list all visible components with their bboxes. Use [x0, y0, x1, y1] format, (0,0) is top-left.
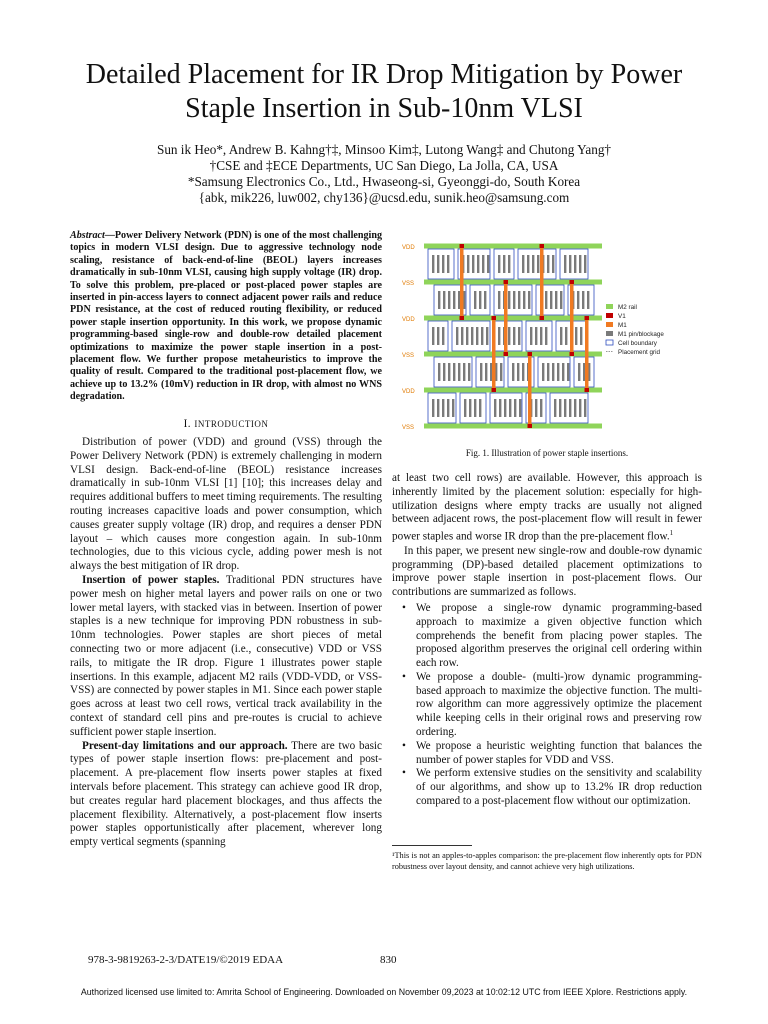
v1-via [570, 280, 575, 284]
pin-blockage [552, 363, 554, 381]
contribution-item: • We perform extensive studies on the sensitivity and scalability of our algorithms, and show up to 13.2% IR drop reduction compared to a post-placement flow without our optimization. [392, 767, 702, 808]
pin-blockage [479, 291, 481, 309]
m1-power-staple [528, 354, 532, 426]
title-line-2: Staple Insertion in Sub-10nm VLSI [185, 93, 583, 124]
pin-blockage [453, 291, 455, 309]
pin-blockage [464, 399, 466, 417]
title-line-1: Detailed Placement for IR Drop Mitigation by Power [85, 59, 683, 90]
pin-blockage [569, 399, 571, 417]
paragraph-3-text: There are two basic types of power staple insertion flows: pre-placement and post-placement. A pre-placement flow inserts power staples at fixed intervals before placement. This strategy can achieve good IR drop, but creates regular hard placement blockages, and thus affects the placement flexibility. Alternatively, a post-placement flow inserts power staples opportunistically after placement, wherever long empty vertical segments (spanning [70, 739, 382, 849]
pin-blockage [518, 291, 520, 309]
legend-swatch [606, 322, 613, 327]
pin-blockage [498, 291, 500, 309]
contribution-item: • We propose a heuristic weighting function that balances the number of power staples for VDD and VSS. [392, 740, 702, 768]
pin-blockage [504, 399, 506, 417]
legend-swatch [606, 313, 613, 318]
left-column-body [70, 436, 382, 850]
legend-swatch [606, 340, 613, 345]
rail-label: VDD [402, 317, 415, 323]
right-paragraph-1-text: at least two cell rows) are available. However, this approach is inherently limited by the placement solution: especially for high-utilization designs where empty tracks are usually not aligned between adjacent rows, the post-placement flow will result in fewer power staples and worse IR drop than the pre-placement flow. [392, 472, 702, 543]
pin-blockage [437, 327, 439, 345]
m1-power-staple [585, 318, 589, 390]
intro-paragraph-1: Distribution of power (VDD) and ground (VSS) through the Power Delivery Network (PDN) is extremely challenging in modern VLSI design. Back-end-of-line (BEOL) resistance increases dramatically in sub-10nm VLSI [1] [10]; this increases delay and requires additional buffers to meet timing requirements. The resulting routing increases capacitive loads and power consumption, which causes greater supply voltage (IR) drop, and requires a denser PDN layout – which causes more congestion again. In sub-10nm technologies, due to this vicious cycle, adding power mesh is not always the best mitigation of IR drop. [70, 436, 382, 573]
pin-blockage [443, 291, 445, 309]
pin-blockage [438, 363, 440, 381]
legend-swatch [606, 331, 613, 336]
cell-boundary [526, 321, 552, 351]
affiliation-samsung: *Samsung Electronics Co., Ltd., Hwaseong-si, Gyeonggi-do, South Korea [187, 174, 581, 189]
author-names: Sun ik Heo*, Andrew B. Kahng†‡, Minsoo Kim‡, Lutong Wang‡ and Chutong Yang† [156, 142, 612, 157]
section-number: I. [183, 418, 192, 430]
pin-blockage [537, 255, 539, 273]
v1-via [528, 424, 533, 428]
pin-blockage [432, 255, 434, 273]
pin-blockage [486, 327, 488, 345]
m1-power-staple [504, 282, 508, 354]
legend-label: M1 pin/blockage [618, 331, 664, 338]
rail-label: VDD [402, 389, 415, 395]
pin-blockage [471, 327, 473, 345]
m2-rail [424, 424, 602, 429]
section-heading-introduction [70, 418, 382, 430]
pin-blockage [447, 399, 449, 417]
pin-blockage [527, 255, 529, 273]
pin-blockage [523, 291, 525, 309]
pin-blockage [567, 363, 569, 381]
paper-title [40, 58, 728, 126]
v1-via [492, 388, 497, 392]
pin-blockage [474, 291, 476, 309]
paragraph-3-heading: Present-day limitations and our approach. [82, 739, 288, 752]
pin-blockage [456, 327, 458, 345]
pin-blockage [513, 291, 515, 309]
rail-label: VDD [402, 245, 415, 251]
footnote-marker: 1 [669, 529, 674, 538]
pin-blockage [467, 255, 469, 273]
pin-blockage [514, 399, 516, 417]
pin-blockage [578, 363, 580, 381]
pin-blockage [487, 255, 489, 273]
pin-blockage [508, 255, 510, 273]
pin-blockage [468, 363, 470, 381]
right-paragraph-2: In this paper, we present new single-row and double-row dynamic programming (DP)-based detailed placement optimizations to improve power staple insertion in post-placement flows. Our contributions are summarized as follows. [392, 544, 702, 599]
pin-blockage [569, 255, 571, 273]
pin-blockage [540, 327, 542, 345]
pin-blockage [530, 327, 532, 345]
pin-blockage [503, 255, 505, 273]
v1-via [460, 244, 465, 248]
pin-blockage [564, 399, 566, 417]
m2-rail [424, 244, 602, 249]
pin-blockage [509, 399, 511, 417]
legend-label: Cell boundary [618, 340, 657, 347]
rail-label: VSS [402, 425, 415, 431]
m2-rail [424, 316, 602, 321]
pin-blockage [437, 399, 439, 417]
m1-power-staple [540, 246, 544, 318]
affiliation-ucsd: †CSE and ‡ECE Departments, UC San Diego, La Jolla, CA, USA [209, 158, 559, 173]
pin-blockage [580, 327, 582, 345]
pin-blockage [532, 255, 534, 273]
pin-blockage [442, 327, 444, 345]
pin-blockage [452, 399, 454, 417]
abstract [70, 230, 382, 404]
pin-blockage [519, 399, 521, 417]
figure-power-staples [400, 232, 700, 442]
pin-blockage [522, 255, 524, 273]
pin-blockage [542, 363, 544, 381]
pin-blockage [485, 363, 487, 381]
pin-blockage [438, 291, 440, 309]
legend-swatch [606, 304, 613, 309]
pin-blockage [500, 363, 502, 381]
pin-blockage [508, 327, 510, 345]
pin-blockage [453, 363, 455, 381]
v1-via [504, 280, 509, 284]
pin-blockage [545, 291, 547, 309]
v1-via [540, 244, 545, 248]
pin-blockage [437, 255, 439, 273]
pin-blockage [469, 399, 471, 417]
pin-blockage [575, 327, 577, 345]
page-number: 830 [380, 954, 397, 966]
v1-via [585, 316, 590, 320]
pin-blockage [545, 327, 547, 345]
pin-blockage [448, 291, 450, 309]
v1-via [540, 316, 545, 320]
pin-blockage [498, 255, 500, 273]
pin-blockage [579, 399, 581, 417]
pin-blockage [442, 399, 444, 417]
m2-rail [424, 352, 602, 357]
footnote-rule [392, 845, 472, 846]
legend-label: M2 rail [618, 304, 637, 311]
rail-label: VSS [402, 353, 415, 359]
pin-blockage [564, 255, 566, 273]
pin-blockage [522, 363, 524, 381]
pin-blockage [540, 399, 542, 417]
cell-boundary [428, 249, 454, 279]
m2-rail [424, 280, 602, 285]
paragraph-2-heading: Insertion of power staples. [82, 573, 220, 586]
pin-blockage [547, 363, 549, 381]
pin-blockage [582, 291, 584, 309]
rail-label: VSS [402, 281, 415, 287]
license-notice: Authorized licensed use limited to: Amrita School of Engineering. Downloaded on November 09,2023 at 10:02:12 UTC from IEEE Xplore. Restrictions apply. [80, 987, 688, 997]
v1-via [492, 316, 497, 320]
author-block [60, 142, 708, 206]
pin-blockage [518, 327, 520, 345]
m1-power-staple [492, 318, 496, 390]
figure-caption: Fig. 1. Illustration of power staple insertions. [465, 448, 629, 458]
pin-blockage [461, 327, 463, 345]
pin-blockage [535, 327, 537, 345]
pin-blockage [512, 363, 514, 381]
legend-label: V1 [618, 313, 626, 320]
pin-blockage [447, 255, 449, 273]
pin-blockage [474, 399, 476, 417]
pin-blockage [432, 327, 434, 345]
m2-rail [424, 388, 602, 393]
pin-blockage [555, 291, 557, 309]
pin-blockage [472, 255, 474, 273]
pin-blockage [574, 255, 576, 273]
pin-blockage [494, 399, 496, 417]
pin-blockage [476, 327, 478, 345]
pin-blockage [550, 291, 552, 309]
pin-blockage [482, 255, 484, 273]
pin-blockage [463, 363, 465, 381]
pin-blockage [560, 291, 562, 309]
abstract-text: —Power Delivery Network (PDN) is one of the most challenging topics in modern VLSI design. Due to aggressive technology node scaling, resistance of back-end-of-line (BEOL) layers increases dramatically in sub-10nm VLSI, causing high supply voltage (IR) drop. To solve this problem, pre-placed or post-placed power staples are inserted in pin-access layers to connect adjacent power rails and reduce PDN resistance, at the cost of reduced routing flexibility, or reduced power staple insertion opportunity. In this work, we propose dynamic programming-based single-row and double-row detailed placement optimizations to maximize the power staple insertion in a post-placement flow. We further propose metaheuristics to improve the quality of result. Compared to the traditional post-placement flow, we achieve up to 13.2% (10mV) reduction in IR drop, with almost no WNS degradation. [70, 230, 382, 403]
m1-power-staple [570, 282, 574, 354]
pin-blockage [547, 255, 549, 273]
v1-via [504, 352, 509, 356]
abstract-lead: Abstract [70, 230, 105, 241]
pin-blockage [517, 363, 519, 381]
pin-blockage [584, 399, 586, 417]
contribution-list [392, 602, 702, 809]
pin-blockage [481, 327, 483, 345]
pin-blockage [480, 363, 482, 381]
pin-blockage [508, 291, 510, 309]
pin-blockage [554, 399, 556, 417]
pin-blockage [443, 363, 445, 381]
legend-label: M1 [618, 322, 627, 329]
section-title: INTRODUCTION [194, 419, 269, 429]
pin-blockage [513, 327, 515, 345]
pin-blockage [484, 291, 486, 309]
copyright-line: 978-3-9819263-2-3/DATE19/©2019 EDAA [88, 954, 284, 966]
pin-blockage [499, 399, 501, 417]
pin-blockage [535, 399, 537, 417]
pin-blockage [442, 255, 444, 273]
pin-blockage [448, 363, 450, 381]
pin-blockage [477, 255, 479, 273]
pin-blockage [528, 291, 530, 309]
pin-blockage [587, 291, 589, 309]
cell-boundary [460, 393, 486, 423]
m1-power-staple [460, 246, 464, 318]
contribution-item: • We propose a single-row dynamic programming-based approach to maximize a given objective function which comprehends the benefit from placing power staples. The proposed algorithm preserves the original cell ordering within each row. [392, 602, 702, 671]
pin-blockage [552, 255, 554, 273]
footnote: ¹This is not an apples-to-apples comparison: the pre-placement flow inherently opts for PDN robustness over layout density, and cannot achieve very high utilizations. [392, 851, 702, 871]
legend-label: Placement grid [618, 349, 660, 356]
intro-paragraph-2 [70, 574, 382, 740]
pin-blockage [577, 291, 579, 309]
v1-via [460, 316, 465, 320]
v1-via [570, 352, 575, 356]
pin-blockage [584, 255, 586, 273]
paragraph-2-text: Traditional PDN structures have power mesh on higher metal layers and power rails on one or two lower metal layers, with stacked vias in between. Insertion of power staples is a new technique for improving PDN robustness in sub-10nm technologies. Power staples are short pieces of metal connecting two or more adjacent (i.e., consecutive) VDD or VSS rails, to mitigate the IR drop. Figure 1 illustrates power staple insertions. In this example, adjacent M2 rails (VDD-VDD, or VSS-VSS) are connected by power staples in M1. Since each power staple goes across at least two cell rows, vertical track availability in the context of standard cell pins and pre-routes is crucial to achieve sufficient power staple insertion. [70, 573, 382, 738]
pin-blockage [498, 327, 500, 345]
pin-blockage [560, 327, 562, 345]
intro-paragraph-3 [70, 740, 382, 850]
pin-blockage [565, 327, 567, 345]
v1-via [585, 388, 590, 392]
pin-blockage [579, 255, 581, 273]
v1-via [528, 352, 533, 356]
author-emails: {abk, mik226, luw002, chy136}@ucsd.edu, sunik.heo@samsung.com [198, 190, 570, 205]
pin-blockage [466, 327, 468, 345]
contribution-item: • We propose a double- (multi-)row dynamic programming-based approach to maximize the objective function. The multi-row algorithm can more aggressively optimize the placement while keeping cells in their original rows and preserving row ordering. [392, 671, 702, 740]
pin-blockage [432, 399, 434, 417]
pin-blockage [562, 363, 564, 381]
pin-blockage [458, 363, 460, 381]
pin-blockage [574, 399, 576, 417]
pin-blockage [559, 399, 561, 417]
pin-blockage [557, 363, 559, 381]
right-paragraph-1 [392, 472, 702, 545]
right-column-body [392, 472, 702, 809]
pin-blockage [479, 399, 481, 417]
